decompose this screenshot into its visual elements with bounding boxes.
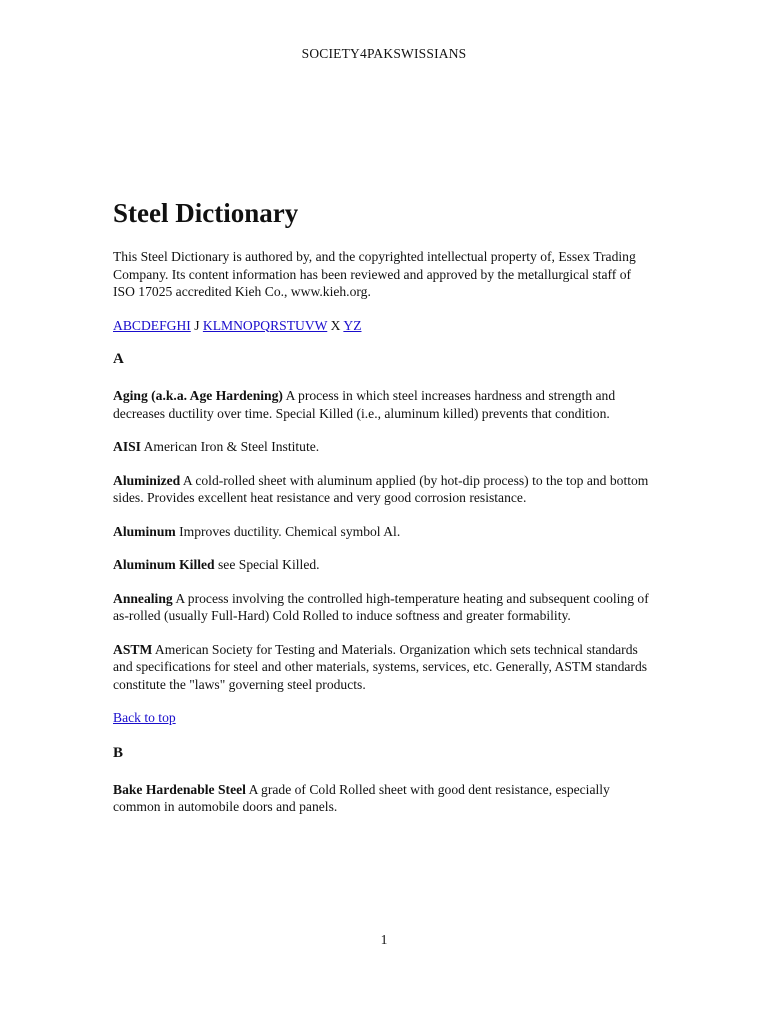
back-to-top-container bbox=[113, 709, 653, 727]
document-body bbox=[113, 195, 653, 832]
dictionary-entry bbox=[113, 781, 653, 816]
section-heading-b: B bbox=[113, 744, 124, 761]
back-to-top-link[interactable]: Back to top bbox=[113, 710, 176, 725]
dictionary-entry bbox=[113, 387, 653, 422]
dictionary-entry bbox=[113, 641, 653, 694]
entry-definition: A process in which steel increases hardness and strength and decreases ductility over time. Special Killed (i.e., aluminum killed) prevents that condition. bbox=[113, 388, 616, 421]
nav-link-y-to-z[interactable]: YZ bbox=[343, 317, 362, 333]
dictionary-entry bbox=[113, 472, 653, 507]
dictionary-entry bbox=[113, 590, 653, 625]
entry-definition: A process involving the controlled high-temperature heating and subsequent cooling of as-rolled (usually Full-Hard) Cold Rolled to induce softness and greater formability. bbox=[113, 590, 649, 623]
entry-term: ASTM bbox=[113, 641, 153, 657]
nav-letter-x: X bbox=[327, 317, 344, 333]
entry-definition: see Special Killed. bbox=[214, 557, 320, 572]
entry-definition: American Society for Testing and Materials. Organization which sets technical standards and specifications for steel and other materials, systems, services, etc. Generally, ASTM standards constitute the "laws" governing steel products. bbox=[113, 641, 648, 692]
intro-paragraph: This Steel Dictionary is authored by, and the copyrighted intellectual property of, Essex Trading Company. Its content information has been reviewed and approved by the metallurgical staff of ISO 17025 accredited Kieh Co., www.kieh.org. bbox=[113, 249, 636, 299]
nav-link-a-to-i[interactable]: ABCDEFGHI bbox=[113, 317, 191, 333]
entry-term: Aluminized bbox=[113, 472, 181, 488]
section-heading-a: A bbox=[113, 351, 124, 367]
entry-term: Bake Hardenable Steel bbox=[113, 781, 246, 797]
entry-definition: A grade of Cold Rolled sheet with good dent resistance, especially common in automobile doors and panels. bbox=[113, 781, 610, 814]
alphabet-navigation bbox=[113, 317, 653, 335]
entry-definition: American Iron & Steel Institute. bbox=[140, 439, 320, 454]
dictionary-entry bbox=[113, 438, 653, 456]
page-number: 1 bbox=[380, 932, 388, 947]
page-header: SOCIETY4PAKSWISSIANS bbox=[301, 46, 467, 61]
entry-term: AISI bbox=[113, 439, 141, 454]
nav-letter-j: J bbox=[190, 317, 203, 333]
entry-definition: A cold-rolled sheet with aluminum applied (by hot-dip process) to the top and bottom sides. Provides excellent heat resistance and very good corrosion resistance. bbox=[113, 472, 649, 505]
entry-definition: Improves ductility. Chemical symbol Al. bbox=[175, 523, 401, 539]
entry-term: Annealing bbox=[113, 590, 173, 606]
page-title: Steel Dictionary bbox=[113, 198, 299, 228]
nav-link-k-to-w[interactable]: KLMNOPQRSTUVW bbox=[202, 317, 328, 333]
entry-term: Aging (a.k.a. Age Hardening) bbox=[113, 388, 283, 403]
dictionary-entry bbox=[113, 523, 653, 541]
entry-term: Aluminum Killed bbox=[113, 557, 215, 572]
entry-term: Aluminum bbox=[113, 523, 176, 539]
dictionary-entry bbox=[113, 556, 653, 574]
